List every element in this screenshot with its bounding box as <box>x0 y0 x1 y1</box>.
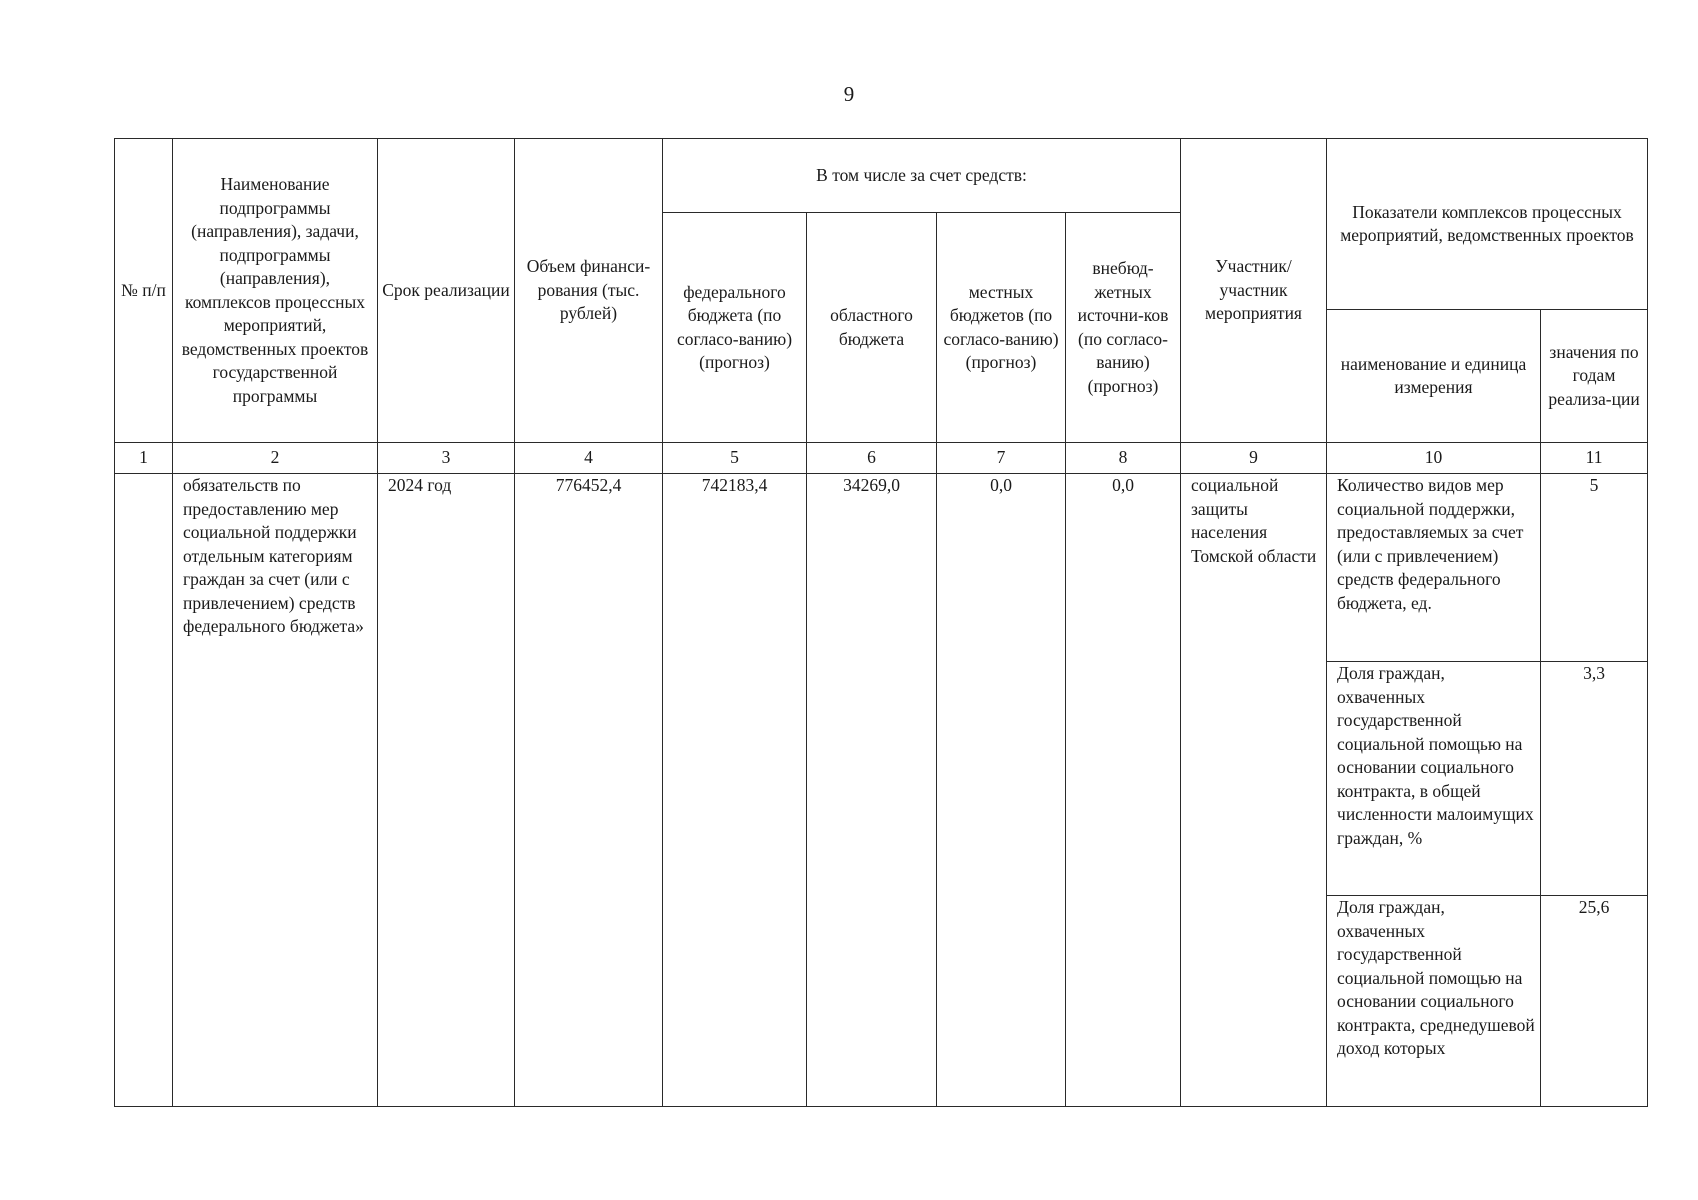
column-number: 11 <box>1541 443 1648 474</box>
column-number: 8 <box>1066 443 1181 474</box>
column-numbers-row <box>115 443 1648 474</box>
header-indicator-name: наименование и единица измерения <box>1327 310 1541 443</box>
table-row <box>115 474 1648 662</box>
header-extrabudget: внебюд-жетных источни-ков (по согласо-ванию) (прогноз) <box>1066 213 1181 443</box>
row-regional: 34269,0 <box>807 474 937 1107</box>
header-indicators-group: Показатели комплексов процессных мероприятий, ведомственных проектов <box>1327 139 1648 310</box>
indicator-value: 3,3 <box>1541 662 1648 896</box>
header-participant: Участник/ участник мероприятия <box>1181 139 1327 443</box>
header-funds-group: В том числе за счет средств: <box>663 139 1181 213</box>
indicator-value: 5 <box>1541 474 1648 662</box>
header-period: Срок реализации <box>378 139 515 443</box>
indicator-name: Доля граждан, охваченных государственной социальной помощью на основании социального контракта, в общей численности малоимущих граждан, % <box>1327 662 1541 896</box>
row-period: 2024 год <box>378 474 515 1107</box>
row-total: 776452,4 <box>515 474 663 1107</box>
column-number: 5 <box>663 443 807 474</box>
column-number: 2 <box>173 443 378 474</box>
row-number <box>115 474 173 1107</box>
column-number: 7 <box>937 443 1066 474</box>
indicator-name: Количество видов мер социальной поддержки, предоставляемых за счет (или с привлечением) средств федерального бюджета, ед. <box>1327 474 1541 662</box>
header-federal: федерального бюджета (по согласо-ванию) (прогноз) <box>663 213 807 443</box>
column-number: 3 <box>378 443 515 474</box>
header-indicator-value: значения по годам реализа-ции <box>1541 310 1648 443</box>
column-number: 6 <box>807 443 937 474</box>
column-number: 1 <box>115 443 173 474</box>
header-regional: областного бюджета <box>807 213 937 443</box>
page-number: 9 <box>843 82 855 106</box>
header-local: местных бюджетов (по согласо-ванию) (прогноз) <box>937 213 1066 443</box>
indicator-name: Доля граждан, охваченных государственной социальной помощью на основании социального контракта, среднедушевой доход которых <box>1327 896 1541 1107</box>
header-total: Объем финанси-рования (тыс. рублей) <box>515 139 663 443</box>
header-number: № п/п <box>115 139 173 443</box>
column-number: 4 <box>515 443 663 474</box>
row-name: обязательств по предоставлению мер социальной поддержки отдельным категориям граждан за счет (или с привлечением) средств федерального бюджета» <box>173 474 378 1107</box>
row-participant: социальной защиты населения Томской области <box>1181 474 1327 1107</box>
column-number: 10 <box>1327 443 1541 474</box>
program-table <box>114 138 1648 1107</box>
row-local: 0,0 <box>937 474 1066 1107</box>
column-number: 9 <box>1181 443 1327 474</box>
row-federal: 742183,4 <box>663 474 807 1107</box>
header-name: Наименование подпрограммы (направления), задачи, подпрограммы (направления), комплексов процессных мероприятий, ведомственных проектов государственной программы <box>173 139 378 443</box>
indicator-value: 25,6 <box>1541 896 1648 1107</box>
row-extrabudget: 0,0 <box>1066 474 1181 1107</box>
